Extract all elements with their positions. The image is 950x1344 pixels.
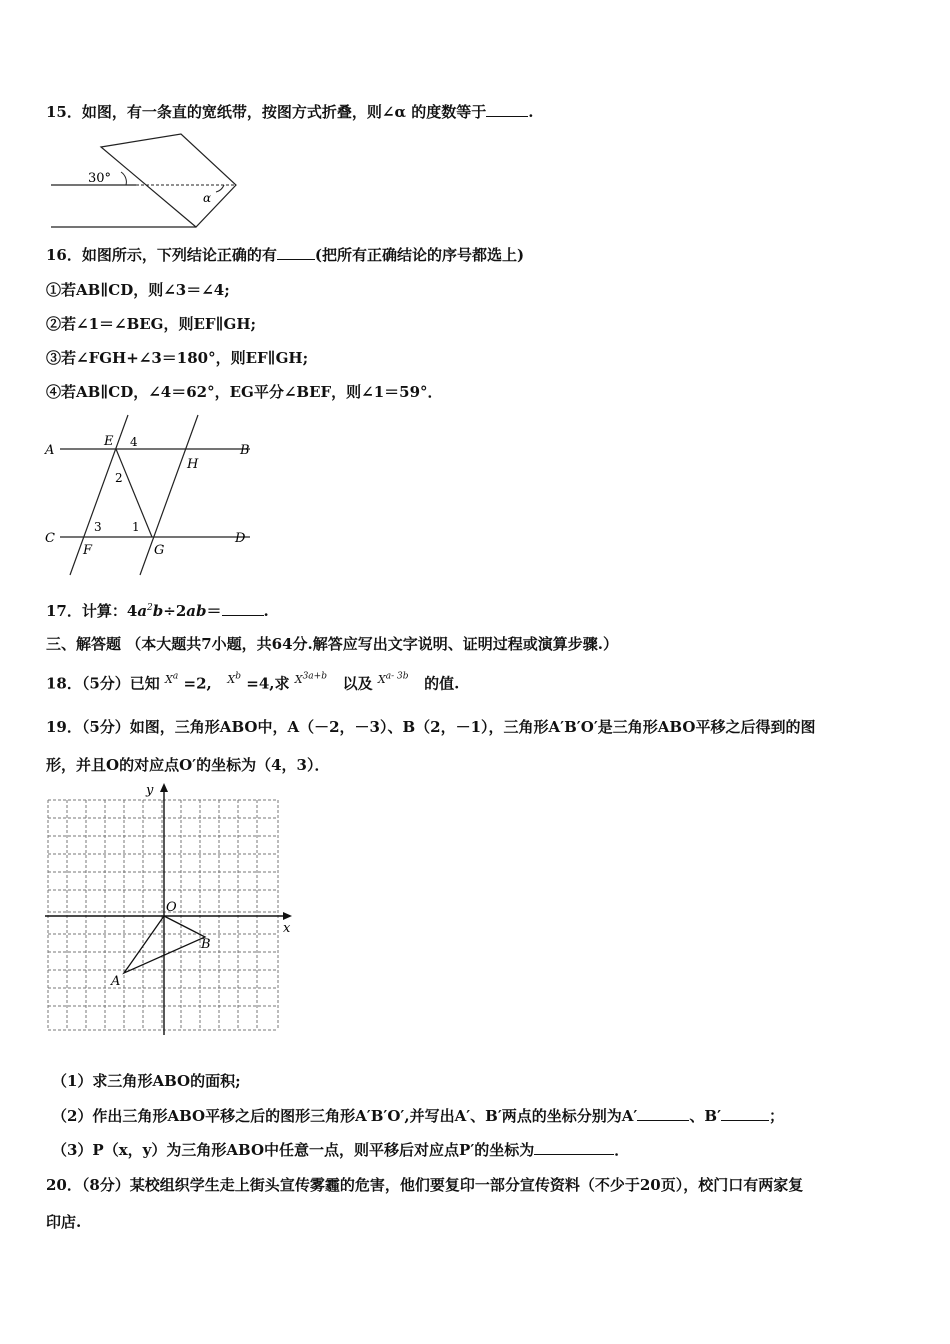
q18-text: 18．（5分）已知 $^{X^a}$ =2, $^{X^b}$ =4,求 $^{X^{3a+b}}$ 以及 $^{X^{a- 3b}}$ 的值.	[46, 671, 460, 693]
q16-blank[interactable]	[277, 245, 315, 260]
q19-grid-figure	[40, 780, 300, 1045]
q15-stem: 15．如图，有一条直的宽纸带，按图方式折叠，则∠α 的度数等于	[46, 103, 487, 121]
q20-line-1: 20．（8分）某校组织学生走上街头宣传雾霾的危害，他们要复印一部分宣传资料（不少于20页），校门口有两家复	[46, 1176, 804, 1194]
label-D: D	[235, 531, 246, 546]
q16-figure	[40, 410, 270, 585]
origin-label: O	[166, 900, 177, 915]
q19-sub-1: （1）求三角形ABO的面积;	[52, 1072, 241, 1090]
q20-line-2: 印店.	[46, 1213, 82, 1231]
label-H: H	[187, 457, 199, 472]
q16-item-3: ③若∠FGH+∠3＝180°，则EF∥GH;	[46, 349, 309, 367]
section-3-heading: 三、解答题 （本大题共7小题，共64分.解答应写出文字说明、证明过程或演算步骤.）	[46, 635, 618, 653]
q19-sub-2: （2）作出三角形ABO平移之后的图形三角形A′B′O′,并写出A′、B′两点的坐标分别为A′ 、B′ ；	[52, 1107, 785, 1125]
label-3: 3	[94, 520, 102, 534]
label-1: 1	[132, 520, 140, 534]
q19-blank-c[interactable]	[534, 1140, 614, 1155]
q16-item-2: ②若∠1＝∠BEG，则EF∥GH;	[46, 315, 257, 333]
q16-text: 16．如图所示，下列结论正确的有 (把所有正确结论的序号都选上)	[46, 246, 525, 264]
q17-blank[interactable]	[222, 601, 264, 616]
q19-line-1: 19．（5分）如图，三角形ABO中，A（－2，－3）、B（2，－1），三角形A′B′O′是三角形ABO平移之后得到的图	[46, 718, 816, 736]
q15-blank[interactable]	[486, 102, 528, 117]
q19-blank-a[interactable]	[637, 1106, 689, 1121]
q19-sub-3: （3）P（x，y）为三角形ABO中任意一点，则平移后对应点P′的坐标为 ．	[52, 1141, 630, 1159]
label-A: A	[45, 443, 55, 458]
q15-angle-label: 30°	[88, 171, 112, 186]
label-C: C	[45, 531, 55, 546]
label-G: G	[154, 543, 165, 558]
axis-x-label: x	[283, 921, 291, 936]
q16-item-1: ①若AB∥CD，则∠3＝∠4;	[46, 281, 230, 299]
q17-text: 17．计算：$4a^2b\div 2ab=$ .	[46, 602, 269, 620]
label-2: 2	[115, 471, 123, 485]
q19-blank-b[interactable]	[721, 1106, 769, 1121]
q16-item-4: ④若AB∥CD，∠4＝62°，EG平分∠BEF，则∠1＝59°．	[46, 383, 443, 401]
point-A-label: A	[111, 974, 121, 989]
label-F: F	[83, 543, 93, 558]
point-B-label: B	[201, 937, 211, 952]
axis-y-label: y	[146, 783, 154, 798]
label-4: 4	[130, 435, 138, 449]
q15-text: 15．如图，有一条直的宽纸带，按图方式折叠，则∠α 的度数等于 .	[46, 103, 534, 121]
q19-line-2: 形，并且O的对应点O′的坐标为（4，3）．	[46, 756, 330, 774]
label-E: E	[104, 434, 114, 449]
label-B: B	[240, 443, 250, 458]
q15-figure	[46, 132, 246, 232]
q15-alpha-label: α	[203, 191, 212, 205]
